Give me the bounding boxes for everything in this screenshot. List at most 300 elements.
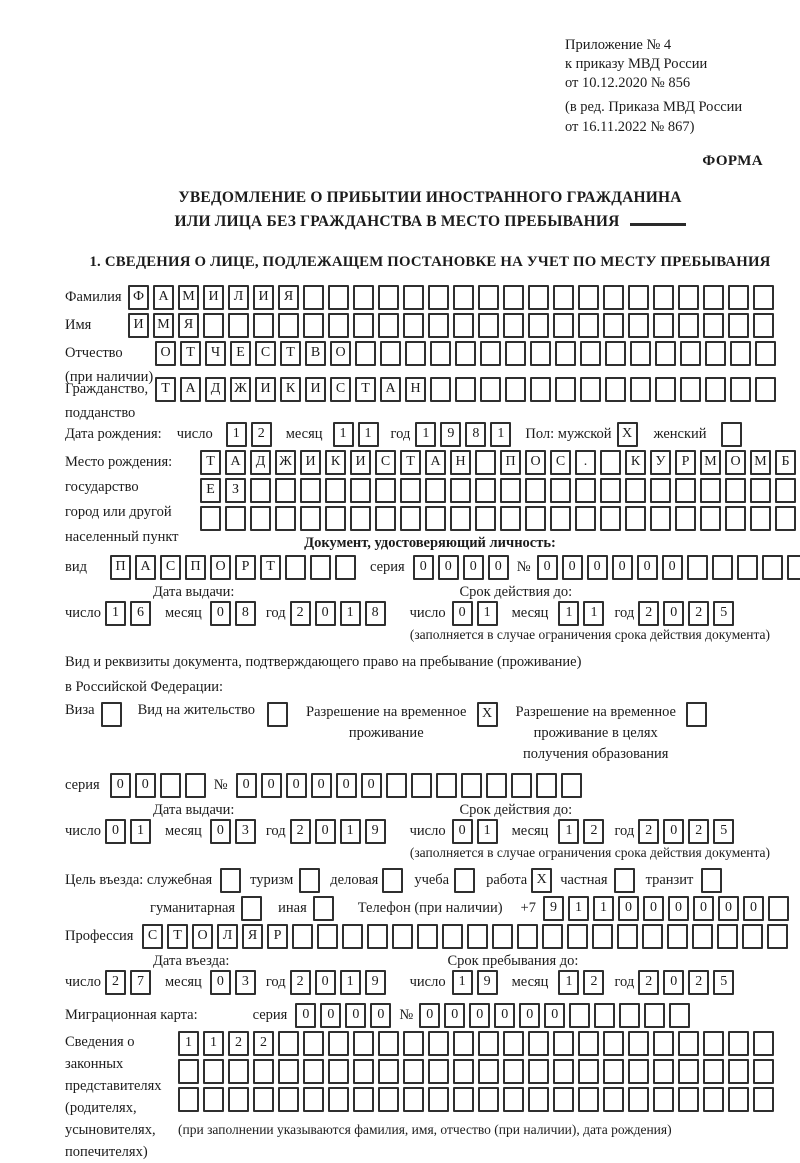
- char-cell[interactable]: X: [531, 868, 552, 893]
- char-cell[interactable]: 5: [713, 601, 734, 626]
- char-cell[interactable]: 2: [290, 819, 311, 844]
- char-cell[interactable]: И: [255, 377, 276, 402]
- char-cell[interactable]: [700, 478, 721, 503]
- char-cell[interactable]: Т: [355, 377, 376, 402]
- migration-number-cells[interactable]: [419, 1003, 694, 1028]
- char-cell[interactable]: И: [300, 450, 321, 475]
- char-cell[interactable]: [753, 1031, 774, 1056]
- char-cell[interactable]: [310, 555, 331, 580]
- char-cell[interactable]: [430, 341, 451, 366]
- char-cell[interactable]: [278, 1059, 299, 1084]
- char-cell[interactable]: [655, 377, 676, 402]
- char-cell[interactable]: [411, 773, 432, 798]
- char-cell[interactable]: X: [477, 702, 498, 727]
- char-cell[interactable]: [762, 555, 783, 580]
- char-cell[interactable]: 5: [713, 819, 734, 844]
- char-cell[interactable]: 0: [286, 773, 307, 798]
- char-cell[interactable]: 0: [544, 1003, 565, 1028]
- stay-year-cells[interactable]: [638, 970, 738, 995]
- char-cell[interactable]: [403, 285, 424, 310]
- char-cell[interactable]: [300, 506, 321, 531]
- char-cell[interactable]: 1: [130, 819, 151, 844]
- char-cell[interactable]: [203, 313, 224, 338]
- char-cell[interactable]: [500, 506, 521, 531]
- char-cell[interactable]: А: [225, 450, 246, 475]
- char-cell[interactable]: Н: [450, 450, 471, 475]
- private-checkbox[interactable]: [614, 868, 639, 893]
- char-cell[interactable]: [542, 924, 563, 949]
- char-cell[interactable]: [355, 341, 376, 366]
- char-cell[interactable]: М: [700, 450, 721, 475]
- char-cell[interactable]: [678, 313, 699, 338]
- char-cell[interactable]: [730, 341, 751, 366]
- char-cell[interactable]: 0: [743, 896, 764, 921]
- char-cell[interactable]: [703, 1031, 724, 1056]
- resdoc-valid-day-cells[interactable]: [452, 819, 502, 844]
- char-cell[interactable]: [678, 1087, 699, 1112]
- char-cell[interactable]: [503, 1059, 524, 1084]
- char-cell[interactable]: [630, 341, 651, 366]
- char-cell[interactable]: [386, 773, 407, 798]
- char-cell[interactable]: 0: [236, 773, 257, 798]
- char-cell[interactable]: [505, 341, 526, 366]
- char-cell[interactable]: [428, 1059, 449, 1084]
- char-cell[interactable]: 1: [558, 970, 579, 995]
- char-cell[interactable]: [625, 478, 646, 503]
- char-cell[interactable]: 0: [361, 773, 382, 798]
- doc-number-cells[interactable]: [537, 555, 800, 580]
- char-cell[interactable]: [553, 313, 574, 338]
- char-cell[interactable]: [753, 1087, 774, 1112]
- char-cell[interactable]: [350, 506, 371, 531]
- char-cell[interactable]: [628, 1087, 649, 1112]
- char-cell[interactable]: [628, 285, 649, 310]
- char-cell[interactable]: [555, 341, 576, 366]
- char-cell[interactable]: [253, 1059, 274, 1084]
- char-cell[interactable]: [453, 1059, 474, 1084]
- char-cell[interactable]: 0: [413, 555, 434, 580]
- char-cell[interactable]: 0: [135, 773, 156, 798]
- char-cell[interactable]: 2: [688, 601, 709, 626]
- char-cell[interactable]: [678, 1059, 699, 1084]
- char-cell[interactable]: [299, 868, 320, 893]
- char-cell[interactable]: [561, 773, 582, 798]
- char-cell[interactable]: [728, 313, 749, 338]
- char-cell[interactable]: 0: [562, 555, 583, 580]
- char-cell[interactable]: [303, 313, 324, 338]
- char-cell[interactable]: [580, 377, 601, 402]
- citizenship-cells[interactable]: [155, 377, 780, 402]
- char-cell[interactable]: [767, 924, 788, 949]
- char-cell[interactable]: [178, 1087, 199, 1112]
- char-cell[interactable]: [503, 313, 524, 338]
- char-cell[interactable]: [267, 702, 288, 727]
- char-cell[interactable]: [600, 450, 621, 475]
- char-cell[interactable]: [378, 1059, 399, 1084]
- char-cell[interactable]: [675, 506, 696, 531]
- char-cell[interactable]: [628, 1059, 649, 1084]
- humanitarian-checkbox[interactable]: [241, 896, 266, 921]
- char-cell[interactable]: [185, 773, 206, 798]
- char-cell[interactable]: 1: [203, 1031, 224, 1056]
- char-cell[interactable]: [592, 924, 613, 949]
- char-cell[interactable]: [717, 924, 738, 949]
- char-cell[interactable]: [325, 478, 346, 503]
- char-cell[interactable]: 1: [340, 819, 361, 844]
- char-cell[interactable]: [417, 924, 438, 949]
- char-cell[interactable]: [705, 377, 726, 402]
- char-cell[interactable]: 0: [315, 819, 336, 844]
- char-cell[interactable]: Я: [242, 924, 263, 949]
- char-cell[interactable]: 0: [519, 1003, 540, 1028]
- char-cell[interactable]: 1: [105, 601, 126, 626]
- char-cell[interactable]: 0: [463, 555, 484, 580]
- char-cell[interactable]: [603, 1087, 624, 1112]
- char-cell[interactable]: А: [153, 285, 174, 310]
- char-cell[interactable]: [378, 1031, 399, 1056]
- char-cell[interactable]: 0: [261, 773, 282, 798]
- id-valid-month-cells[interactable]: [558, 601, 608, 626]
- char-cell[interactable]: 1: [340, 970, 361, 995]
- char-cell[interactable]: 1: [226, 422, 247, 447]
- char-cell[interactable]: [678, 1031, 699, 1056]
- char-cell[interactable]: К: [280, 377, 301, 402]
- char-cell[interactable]: 2: [638, 819, 659, 844]
- char-cell[interactable]: [511, 773, 532, 798]
- char-cell[interactable]: [475, 506, 496, 531]
- char-cell[interactable]: [325, 506, 346, 531]
- char-cell[interactable]: М: [178, 285, 199, 310]
- char-cell[interactable]: 1: [593, 896, 614, 921]
- char-cell[interactable]: 2: [253, 1031, 274, 1056]
- char-cell[interactable]: И: [305, 377, 326, 402]
- char-cell[interactable]: [528, 1087, 549, 1112]
- char-cell[interactable]: 2: [688, 970, 709, 995]
- char-cell[interactable]: Ж: [230, 377, 251, 402]
- char-cell[interactable]: [575, 478, 596, 503]
- char-cell[interactable]: [680, 377, 701, 402]
- char-cell[interactable]: Я: [178, 313, 199, 338]
- char-cell[interactable]: .: [575, 450, 596, 475]
- doc-kind-cells[interactable]: [110, 555, 360, 580]
- char-cell[interactable]: [703, 1059, 724, 1084]
- char-cell[interactable]: 0: [469, 1003, 490, 1028]
- char-cell[interactable]: [228, 1059, 249, 1084]
- char-cell[interactable]: С: [160, 555, 181, 580]
- birth-day-cells[interactable]: [226, 422, 276, 447]
- char-cell[interactable]: [728, 1031, 749, 1056]
- char-cell[interactable]: 0: [210, 970, 231, 995]
- char-cell[interactable]: С: [255, 341, 276, 366]
- char-cell[interactable]: Т: [200, 450, 221, 475]
- char-cell[interactable]: [478, 285, 499, 310]
- char-cell[interactable]: 3: [235, 970, 256, 995]
- char-cell[interactable]: [454, 868, 475, 893]
- char-cell[interactable]: [335, 555, 356, 580]
- char-cell[interactable]: Л: [217, 924, 238, 949]
- char-cell[interactable]: [728, 285, 749, 310]
- char-cell[interactable]: [678, 285, 699, 310]
- char-cell[interactable]: [228, 1087, 249, 1112]
- char-cell[interactable]: [528, 313, 549, 338]
- char-cell[interactable]: [603, 1031, 624, 1056]
- firstname-cells[interactable]: [128, 313, 778, 338]
- char-cell[interactable]: [569, 1003, 590, 1028]
- char-cell[interactable]: [342, 924, 363, 949]
- char-cell[interactable]: [617, 924, 638, 949]
- char-cell[interactable]: [353, 1059, 374, 1084]
- char-cell[interactable]: [178, 1059, 199, 1084]
- char-cell[interactable]: 3: [235, 819, 256, 844]
- resdoc-valid-year-cells[interactable]: [638, 819, 738, 844]
- birthplace-cells-row3[interactable]: [200, 506, 800, 531]
- char-cell[interactable]: 0: [668, 896, 689, 921]
- stay-month-cells[interactable]: [558, 970, 608, 995]
- char-cell[interactable]: [628, 1031, 649, 1056]
- char-cell[interactable]: [403, 313, 424, 338]
- char-cell[interactable]: С: [550, 450, 571, 475]
- char-cell[interactable]: [703, 313, 724, 338]
- char-cell[interactable]: [492, 924, 513, 949]
- transit-checkbox[interactable]: [701, 868, 726, 893]
- char-cell[interactable]: Т: [280, 341, 301, 366]
- char-cell[interactable]: [350, 478, 371, 503]
- char-cell[interactable]: [275, 506, 296, 531]
- char-cell[interactable]: [436, 773, 457, 798]
- char-cell[interactable]: [725, 478, 746, 503]
- char-cell[interactable]: [730, 377, 751, 402]
- char-cell[interactable]: А: [180, 377, 201, 402]
- study-checkbox[interactable]: [454, 868, 479, 893]
- char-cell[interactable]: [705, 341, 726, 366]
- char-cell[interactable]: [453, 285, 474, 310]
- char-cell[interactable]: Д: [205, 377, 226, 402]
- char-cell[interactable]: 0: [637, 555, 658, 580]
- char-cell[interactable]: 0: [419, 1003, 440, 1028]
- char-cell[interactable]: 0: [663, 601, 684, 626]
- char-cell[interactable]: 0: [662, 555, 683, 580]
- char-cell[interactable]: [580, 341, 601, 366]
- profession-cells[interactable]: [142, 924, 792, 949]
- char-cell[interactable]: 2: [583, 970, 604, 995]
- char-cell[interactable]: [275, 478, 296, 503]
- guardians-cells-row2[interactable]: [178, 1059, 778, 1084]
- char-cell[interactable]: [353, 285, 374, 310]
- official-checkbox[interactable]: [220, 868, 245, 893]
- char-cell[interactable]: [578, 313, 599, 338]
- business-checkbox[interactable]: [382, 868, 407, 893]
- char-cell[interactable]: [575, 506, 596, 531]
- patronymic-cells[interactable]: [155, 341, 780, 366]
- char-cell[interactable]: [480, 341, 501, 366]
- char-cell[interactable]: 1: [415, 422, 436, 447]
- char-cell[interactable]: 8: [365, 601, 386, 626]
- char-cell[interactable]: [328, 1087, 349, 1112]
- char-cell[interactable]: [619, 1003, 640, 1028]
- char-cell[interactable]: [536, 773, 557, 798]
- char-cell[interactable]: [603, 1059, 624, 1084]
- char-cell[interactable]: 0: [345, 1003, 366, 1028]
- char-cell[interactable]: [328, 1031, 349, 1056]
- char-cell[interactable]: 1: [178, 1031, 199, 1056]
- char-cell[interactable]: [721, 422, 742, 447]
- entry-year-cells[interactable]: [290, 970, 390, 995]
- char-cell[interactable]: Я: [278, 285, 299, 310]
- char-cell[interactable]: Р: [267, 924, 288, 949]
- char-cell[interactable]: [353, 1087, 374, 1112]
- char-cell[interactable]: [755, 341, 776, 366]
- char-cell[interactable]: [450, 506, 471, 531]
- char-cell[interactable]: [430, 377, 451, 402]
- char-cell[interactable]: 1: [558, 819, 579, 844]
- char-cell[interactable]: [403, 1059, 424, 1084]
- char-cell[interactable]: [228, 313, 249, 338]
- char-cell[interactable]: 2: [105, 970, 126, 995]
- char-cell[interactable]: [428, 285, 449, 310]
- char-cell[interactable]: [375, 506, 396, 531]
- char-cell[interactable]: [480, 377, 501, 402]
- char-cell[interactable]: [160, 773, 181, 798]
- char-cell[interactable]: [367, 924, 388, 949]
- char-cell[interactable]: [461, 773, 482, 798]
- char-cell[interactable]: [680, 341, 701, 366]
- char-cell[interactable]: [428, 313, 449, 338]
- char-cell[interactable]: К: [625, 450, 646, 475]
- char-cell[interactable]: Р: [235, 555, 256, 580]
- resdoc-issue-day-cells[interactable]: [105, 819, 155, 844]
- char-cell[interactable]: 6: [130, 601, 151, 626]
- char-cell[interactable]: 0: [336, 773, 357, 798]
- char-cell[interactable]: [605, 377, 626, 402]
- char-cell[interactable]: 1: [358, 422, 379, 447]
- char-cell[interactable]: В: [305, 341, 326, 366]
- char-cell[interactable]: 1: [558, 601, 579, 626]
- char-cell[interactable]: [403, 1087, 424, 1112]
- char-cell[interactable]: О: [155, 341, 176, 366]
- char-cell[interactable]: 0: [452, 601, 473, 626]
- char-cell[interactable]: 0: [663, 819, 684, 844]
- char-cell[interactable]: [755, 377, 776, 402]
- char-cell[interactable]: [428, 1087, 449, 1112]
- char-cell[interactable]: 9: [477, 970, 498, 995]
- char-cell[interactable]: [378, 313, 399, 338]
- char-cell[interactable]: [728, 1059, 749, 1084]
- temp-permit-checkbox[interactable]: [477, 702, 502, 727]
- char-cell[interactable]: 2: [688, 819, 709, 844]
- char-cell[interactable]: 8: [465, 422, 486, 447]
- char-cell[interactable]: [486, 773, 507, 798]
- char-cell[interactable]: Е: [200, 478, 221, 503]
- char-cell[interactable]: Т: [155, 377, 176, 402]
- phone-cells[interactable]: [543, 896, 793, 921]
- char-cell[interactable]: П: [185, 555, 206, 580]
- char-cell[interactable]: И: [128, 313, 149, 338]
- char-cell[interactable]: [203, 1059, 224, 1084]
- char-cell[interactable]: [737, 555, 758, 580]
- char-cell[interactable]: 0: [452, 819, 473, 844]
- char-cell[interactable]: [712, 555, 733, 580]
- char-cell[interactable]: 2: [290, 970, 311, 995]
- entry-month-cells[interactable]: [210, 970, 260, 995]
- char-cell[interactable]: Т: [167, 924, 188, 949]
- char-cell[interactable]: [375, 478, 396, 503]
- char-cell[interactable]: [578, 1059, 599, 1084]
- id-issue-day-cells[interactable]: [105, 601, 155, 626]
- char-cell[interactable]: [530, 341, 551, 366]
- residence-permit-checkbox[interactable]: [267, 702, 292, 727]
- char-cell[interactable]: [453, 1087, 474, 1112]
- char-cell[interactable]: [669, 1003, 690, 1028]
- char-cell[interactable]: [241, 896, 262, 921]
- char-cell[interactable]: [453, 1031, 474, 1056]
- char-cell[interactable]: [628, 313, 649, 338]
- char-cell[interactable]: 0: [663, 970, 684, 995]
- char-cell[interactable]: 2: [583, 819, 604, 844]
- char-cell[interactable]: [450, 478, 471, 503]
- char-cell[interactable]: [478, 1059, 499, 1084]
- char-cell[interactable]: Ж: [275, 450, 296, 475]
- char-cell[interactable]: У: [650, 450, 671, 475]
- char-cell[interactable]: [553, 1059, 574, 1084]
- char-cell[interactable]: О: [192, 924, 213, 949]
- char-cell[interactable]: 0: [693, 896, 714, 921]
- char-cell[interactable]: [625, 506, 646, 531]
- char-cell[interactable]: [442, 924, 463, 949]
- char-cell[interactable]: [380, 341, 401, 366]
- char-cell[interactable]: 0: [643, 896, 664, 921]
- char-cell[interactable]: [525, 478, 546, 503]
- char-cell[interactable]: 2: [290, 601, 311, 626]
- doc-series-cells[interactable]: [413, 555, 513, 580]
- char-cell[interactable]: Т: [260, 555, 281, 580]
- id-valid-year-cells[interactable]: [638, 601, 738, 626]
- char-cell[interactable]: [567, 924, 588, 949]
- char-cell[interactable]: [650, 478, 671, 503]
- char-cell[interactable]: 0: [370, 1003, 391, 1028]
- char-cell[interactable]: [503, 1031, 524, 1056]
- char-cell[interactable]: [382, 868, 403, 893]
- char-cell[interactable]: [455, 377, 476, 402]
- char-cell[interactable]: [525, 506, 546, 531]
- char-cell[interactable]: 0: [295, 1003, 316, 1028]
- char-cell[interactable]: [725, 506, 746, 531]
- char-cell[interactable]: 0: [612, 555, 633, 580]
- char-cell[interactable]: [328, 1059, 349, 1084]
- char-cell[interactable]: 1: [333, 422, 354, 447]
- char-cell[interactable]: [700, 506, 721, 531]
- char-cell[interactable]: Ф: [128, 285, 149, 310]
- char-cell[interactable]: [392, 924, 413, 949]
- char-cell[interactable]: 1: [477, 601, 498, 626]
- char-cell[interactable]: [425, 478, 446, 503]
- char-cell[interactable]: 1: [568, 896, 589, 921]
- char-cell[interactable]: Р: [675, 450, 696, 475]
- char-cell[interactable]: А: [425, 450, 446, 475]
- char-cell[interactable]: 0: [587, 555, 608, 580]
- char-cell[interactable]: 2: [638, 601, 659, 626]
- char-cell[interactable]: [250, 506, 271, 531]
- migration-series-cells[interactable]: [295, 1003, 395, 1028]
- char-cell[interactable]: [550, 478, 571, 503]
- char-cell[interactable]: [353, 1031, 374, 1056]
- char-cell[interactable]: [750, 506, 771, 531]
- resdoc-number-cells[interactable]: [236, 773, 586, 798]
- resdoc-series-cells[interactable]: [110, 773, 210, 798]
- char-cell[interactable]: [550, 506, 571, 531]
- char-cell[interactable]: 0: [438, 555, 459, 580]
- char-cell[interactable]: [703, 285, 724, 310]
- char-cell[interactable]: [300, 478, 321, 503]
